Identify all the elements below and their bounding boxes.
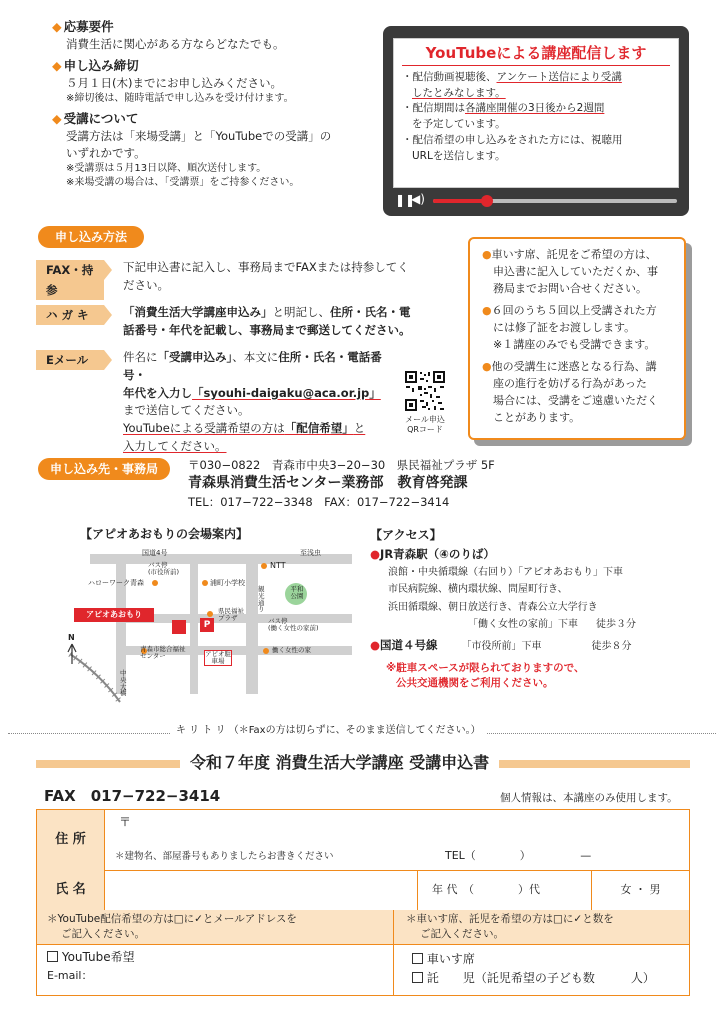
youtube-item: ・配信期間は各講座開催の3日後から2週間 を予定しています。 (402, 102, 605, 130)
privacy-note: 個人情報は、本講座のみ使用します。 (500, 792, 678, 804)
diamond-icon: ◆ (52, 19, 62, 34)
attendance-note: ※来場受講の場合は、「受講票」をご持参ください。 (66, 177, 300, 189)
youtube-form-note: ＊YouTube配信希望の方は□に✓とメールアドレスを ご記入ください。 (37, 910, 393, 944)
youtube-panel-title: YouTubeによる講座配信します (402, 43, 670, 66)
access-jr-lines: 浪館・中央循環線（右回り）「アピオあおもり」下車 市民病院線、横内環状線、問屋町行き、 浜田循環線、朝日放送行き、青森公立大学行き 「働く女性の家前」下車 徒歩３分 (388, 566, 636, 631)
name-field[interactable] (105, 870, 417, 910)
map-label: 平和公園 (290, 585, 304, 601)
wheelchair-checkbox-row[interactable]: 車いす席 (412, 950, 671, 969)
access-jr-heading: ●JR青森駅（④のりば） (370, 547, 495, 562)
map-title: 【アピオあおもりの会場案内】 (80, 527, 249, 541)
map-label: アピオ駐車場 (205, 650, 231, 666)
map-apio-label: アピオあおもり (74, 608, 154, 622)
deadline-heading: ◆ 申し込み締切 (52, 57, 139, 73)
deadline-text: ５月１日(木)までにお申し込みください。 (66, 75, 282, 90)
attendance-text: いずれかです。 (66, 145, 146, 160)
requirements (52, 18, 372, 191)
notes-item: ●車いす席、託児をご希望の方は、 申込書に記入していただくか、事 務局までお問い合せください。 (482, 248, 658, 296)
map-label: NTT (270, 561, 286, 570)
volume-icon[interactable]: ◀) (411, 192, 425, 206)
address-label: 住 所 (37, 810, 105, 870)
email-method-text: 件名に「受講申込み」、本文に住所・氏名・電話番号・ 年代を入力し「syouhi-daigaku@aca.or.jp」 まで送信してください。 YouTubeによる受講希望の方は「配信希望」と 入力してください。 (123, 350, 382, 454)
office-address: 〒030−0822 青森市中央3−20−30 県民福祉プラザ 5F (188, 458, 495, 472)
map-label: バス停 (働く女性の家前) (268, 617, 319, 633)
notes-box (468, 237, 686, 440)
player-controls (393, 191, 679, 211)
email-field[interactable]: E-mail： (47, 968, 93, 982)
pause-icon[interactable]: ❚❚ (395, 193, 416, 207)
attendance-note: ※受講票は５月13日以降、順次送付します。 (66, 162, 267, 174)
north-label: N (68, 633, 75, 642)
qr-code[interactable] (404, 370, 446, 412)
name-label: 氏 名 (37, 870, 105, 910)
diamond-icon: ◆ (52, 57, 62, 73)
cut-line-label: キ リ ト リ （＊Faxの方は切らずに、そのまま送信してください。） (170, 724, 487, 739)
eligibility-text: 消費生活に関心がある方ならどなたでも。 (66, 37, 285, 52)
map-label: 国道4号 (142, 549, 168, 557)
progress-fill (433, 199, 487, 203)
map-label: 働く女性の家 (272, 646, 311, 654)
wheelchair-form-note: ＊車いす席、託児を希望の方は□に✓と数を ご記入ください。 (393, 910, 689, 944)
attendance-text: 受講方法は「来場受講」と「YouTubeでの受講」の (66, 129, 332, 144)
address-note: ＊建物名、部屋番号もありましたらお書きください (115, 851, 334, 862)
fax-method-text: 下記申込書に記入し、事務局までFAXまたは持参してく ださい。 (123, 260, 409, 292)
youtube-checkbox-row[interactable]: YouTube希望 (47, 948, 383, 967)
notes-item: ●６回のうち５回以上受講された方 には修了証をお渡しします。 ※１講座のみでも受講できます。 (482, 304, 657, 352)
parking-icon: P (203, 620, 211, 630)
venue-map (60, 542, 352, 712)
wheelchair-checkbox[interactable] (412, 953, 423, 964)
fax-tag: FAX・持参 (36, 260, 104, 300)
access-title: 【アクセス】 (370, 528, 442, 542)
access-route-heading: ●国道４号線 「市役所前」下車 徒歩８分 (370, 637, 632, 652)
wheelchair-option-cell (393, 944, 689, 995)
email-tag: Eメール (36, 350, 104, 370)
map-label: 中央大橋 (120, 669, 127, 698)
map-label: 浦町小学校 (210, 579, 245, 587)
map-label: 観光通り (258, 585, 265, 614)
map-label: 青森市総合福祉センター (140, 645, 186, 661)
eligibility-heading: ◆ 応募要件 (52, 19, 114, 34)
progress-knob[interactable] (481, 195, 493, 207)
childcare-checkbox[interactable] (412, 972, 423, 983)
office-pill: 申し込み先・事務局 (38, 458, 170, 480)
office-tel-fax: TEL：017−722−3348 FAX：017−722−3414 (188, 495, 450, 509)
office-name: 青森県消費生活センター業務部 教育啓発課 (188, 475, 468, 491)
access-section (370, 526, 700, 691)
map-label: 至浅虫 (300, 549, 321, 557)
qr-code-image (404, 370, 446, 412)
notes-item: ●他の受講生に迷惑となる行為、講 座の進行を妨げる行為があった 場合には、受講をご遠慮いただく ことがあります。 (482, 360, 658, 425)
gender-field[interactable]: 女 ・ 男 (591, 870, 689, 910)
youtube-panel-screen (393, 38, 679, 188)
youtube-option-cell (37, 944, 393, 995)
youtube-video-panel (383, 26, 689, 216)
youtube-checkbox[interactable] (47, 951, 58, 962)
map-label: ハローワーク青森 (88, 579, 144, 587)
postcard-tag: ハ ガ キ (36, 305, 104, 325)
form-title: 令和７年度 消費生活大学講座 受講申込書 (180, 751, 499, 774)
youtube-item: ・配信希望の申し込みをされた方には、視聴用 URLを送信します。 (402, 133, 623, 162)
diamond-icon: ◆ (52, 111, 62, 127)
email-address: 「syouhi-daigaku@aca.or.jp」 (192, 385, 381, 400)
qr-label: メール申込 QRコード (405, 415, 445, 434)
postal-mark: 〒 (119, 815, 132, 829)
apply-method-pill: 申し込み方法 (38, 226, 144, 248)
deadline-note: ※締切後は、随時電話で申し込みを受け付けます。 (66, 92, 294, 104)
youtube-item: ・配信動画視聴後、アンケート送信により受講 したとみなします。 (402, 70, 622, 99)
form-fax-number: FAX 017−722−3414 (44, 787, 221, 805)
tel-field[interactable]: TEL（ ） — (445, 849, 592, 862)
application-form (36, 809, 690, 996)
attendance-heading: ◆ 受講について (52, 111, 139, 127)
postcard-method-text: 「消費生活大学講座申込み」と明記し、住所・氏名・電 話番号・年代を記載し、事務局まで郵送してください。 (123, 305, 411, 337)
progress-track[interactable] (433, 199, 677, 203)
map-label: 県民福祉プラザ (218, 607, 244, 623)
age-field[interactable]: 年 代 （ ）代 (417, 870, 591, 910)
childcare-checkbox-row[interactable]: 託 児（託児希望の子ども数 人） (412, 969, 671, 988)
parking-note: ※駐車スペースが限られておりますので、 公共交通機関をご利用ください。 (386, 661, 585, 689)
address-field[interactable] (105, 810, 689, 870)
map-label: バス停 (市役所前) (148, 561, 180, 577)
